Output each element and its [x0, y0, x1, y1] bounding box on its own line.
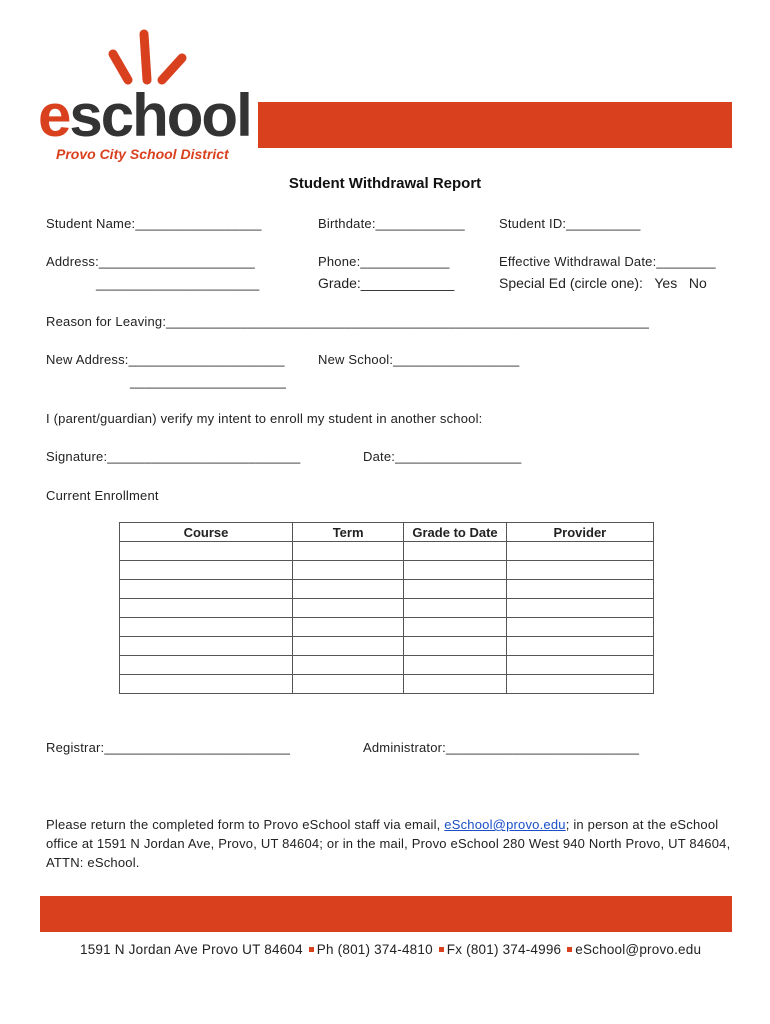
cell-provider[interactable] — [506, 599, 653, 618]
table-row — [120, 580, 654, 599]
effective-withdrawal-date-field[interactable]: Effective Withdrawal Date:________ — [499, 254, 716, 269]
address-field[interactable]: Address:_____________________ — [46, 254, 255, 269]
signature-field[interactable]: Signature:__________________________ — [46, 449, 301, 464]
bullet-square-icon — [567, 947, 572, 952]
address-line2-field[interactable]: ______________________ — [96, 276, 260, 291]
cell-course[interactable] — [120, 580, 293, 599]
footer-address: 1591 N Jordan Ave Provo UT 84604 — [80, 942, 303, 957]
header-bar — [258, 102, 732, 148]
new-address-line2-field[interactable]: _____________________ — [130, 374, 287, 389]
return-instructions: Please return the completed form to Provo eSchool staff via email, eSchool@provo.edu; in person at the eSchool office at 1591 N Jordan Ave, Provo, UT 84604; or in the mail, Provo eSchool 280 West 940 North Provo, UT 84604, ATTN: eSchool. — [46, 817, 731, 870]
footer-bar — [40, 896, 732, 932]
footer-fax: Fx (801) 374-4996 — [446, 942, 562, 957]
cell-course[interactable] — [120, 542, 293, 561]
header-term: Term — [292, 523, 403, 542]
cell-grade-to-date[interactable] — [404, 637, 506, 656]
new-address-field[interactable]: New Address:_____________________ — [46, 352, 285, 367]
special-ed-field[interactable]: Special Ed (circle one): Yes No — [499, 275, 707, 291]
logo-rays-icon — [104, 28, 194, 90]
form-title: Student Withdrawal Report — [288, 175, 482, 192]
student-name-field[interactable]: Student Name:_________________ — [46, 216, 262, 231]
bullet-square-icon — [309, 947, 314, 952]
cell-provider[interactable] — [506, 580, 653, 599]
table-row — [120, 637, 654, 656]
phone-field[interactable]: Phone:____________ — [318, 254, 450, 269]
table-row — [120, 675, 654, 694]
cell-course[interactable] — [120, 637, 293, 656]
cell-course[interactable] — [120, 599, 293, 618]
date-field[interactable]: Date:_________________ — [363, 449, 522, 464]
cell-grade-to-date[interactable] — [404, 580, 506, 599]
cell-term[interactable] — [292, 561, 403, 580]
cell-grade-to-date[interactable] — [404, 599, 506, 618]
header-course: Course — [120, 523, 293, 542]
cell-provider[interactable] — [506, 656, 653, 675]
table-row — [120, 599, 654, 618]
header-grade-to-date: Grade to Date — [404, 523, 506, 542]
grade-field[interactable]: Grade:____________ — [318, 275, 455, 291]
cell-provider[interactable] — [506, 542, 653, 561]
footer-contact — [80, 942, 701, 957]
email-link[interactable]: eSchool@provo.edu — [444, 817, 566, 832]
cell-provider[interactable] — [506, 561, 653, 580]
cell-provider[interactable] — [506, 618, 653, 637]
table-row — [120, 618, 654, 637]
cell-course[interactable] — [120, 656, 293, 675]
cell-grade-to-date[interactable] — [404, 542, 506, 561]
cell-term[interactable] — [292, 637, 403, 656]
table-row — [120, 656, 654, 675]
cell-provider[interactable] — [506, 675, 653, 694]
cell-term[interactable] — [292, 580, 403, 599]
current-enrollment-label: Current Enrollment — [46, 488, 159, 503]
reason-for-leaving-field[interactable]: Reason for Leaving:_________________________________________________________________ — [46, 314, 650, 329]
new-school-field[interactable]: New School:_________________ — [318, 352, 520, 367]
table-header-row — [120, 523, 654, 542]
cell-term[interactable] — [292, 542, 403, 561]
footer-phone: Ph (801) 374-4810 — [316, 942, 433, 957]
administrator-field[interactable]: Administrator:__________________________ — [363, 740, 640, 755]
birthdate-field[interactable]: Birthdate:____________ — [318, 216, 465, 231]
verify-statement: I (parent/guardian) verify my intent to enroll my student in another school: — [46, 411, 483, 426]
cell-grade-to-date[interactable] — [404, 618, 506, 637]
registrar-field[interactable]: Registrar:_________________________ — [46, 740, 291, 755]
cell-term[interactable] — [292, 599, 403, 618]
logo-wordmark: eschool — [38, 82, 251, 149]
enrollment-table — [119, 522, 654, 694]
cell-course[interactable] — [120, 561, 293, 580]
cell-grade-to-date[interactable] — [404, 561, 506, 580]
cell-term[interactable] — [292, 675, 403, 694]
cell-term[interactable] — [292, 618, 403, 637]
header-provider: Provider — [506, 523, 653, 542]
cell-grade-to-date[interactable] — [404, 656, 506, 675]
cell-course[interactable] — [120, 675, 293, 694]
table-row — [120, 542, 654, 561]
student-id-field[interactable]: Student ID:__________ — [499, 216, 641, 231]
cell-course[interactable] — [120, 618, 293, 637]
footer-email: eSchool@provo.edu — [575, 942, 702, 957]
logo-subtitle: Provo City School District — [56, 146, 229, 162]
cell-term[interactable] — [292, 656, 403, 675]
cell-grade-to-date[interactable] — [404, 675, 506, 694]
table-row — [120, 561, 654, 580]
cell-provider[interactable] — [506, 637, 653, 656]
bullet-square-icon — [439, 947, 444, 952]
